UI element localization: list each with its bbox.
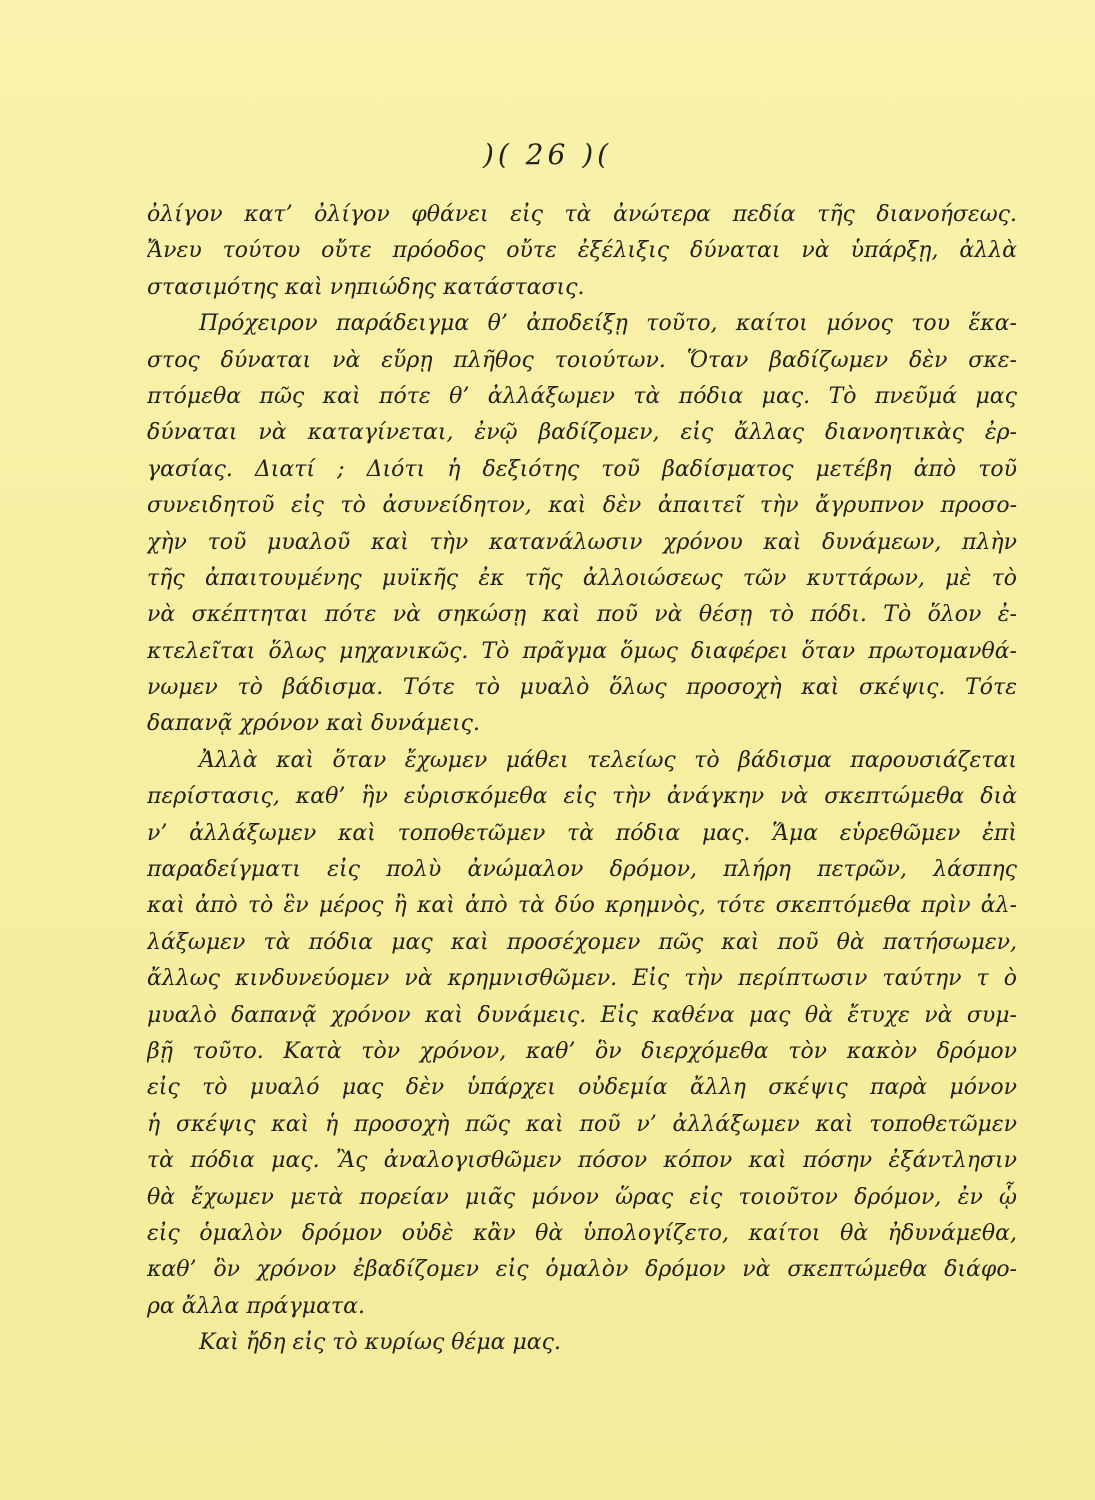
text-line: παραδείγματι εἰς πολὺ ἀνώμαλον δρόμον, πλήρη πετρῶν, λάσπης [147, 857, 1017, 883]
text-line: καθ’ ὃν χρόνον ἐβαδίζομεν εἰς ὁμαλὸν δρόμον νὰ σκεπτώμεθα διάφο- [147, 1257, 1017, 1283]
text-line: εἰς τὸ μυαλό μας δὲν ὑπάρχει οὐδεμία ἄλλη σκέψις παρὰ μόνον [147, 1075, 1017, 1101]
text-line: περίστασις, καθ’ ἣν εὑρισκόμεθα εἰς τὴν ἀνάγκην νὰ σκεπτώμεθα διὰ [147, 784, 1017, 810]
text-line: γασίας. Διατί ; Διότι ἡ δεξιότης τοῦ βαδίσματος μετέβη ἀπὸ τοῦ [147, 456, 1017, 482]
body-text [147, 197, 1017, 1362]
text-line: μυαλὸ δαπανᾷ χρόνον καὶ δυνάμεις. Εἰς καθένα μας θὰ ἔτυχε νὰ συμ- [147, 1002, 1017, 1028]
text-line: θὰ ἔχωμεν μετὰ πορείαν μιᾶς μόνον ὥρας εἰς τοιοῦτον δρόμον, ἐν ᾧ [147, 1184, 1017, 1210]
text-line: στασιμότης καὶ νηπιώδης κατάστασις. [147, 274, 585, 300]
text-line: τῆς ἀπαιτουμένης μυϊκῆς ἐκ τῆς ἀλλοιώσεως τῶν κυττάρων, μὲ τὸ [147, 565, 1017, 591]
text-line: συνειδητοῦ εἰς τὸ ἀσυνείδητον, καὶ δὲν ἀπαιτεῖ τὴν ἄγρυπνον προσο- [147, 493, 1017, 519]
text-line: ἄλλως κινδυνεύομεν νὰ κρημνισθῶμεν. Εἰς τὴν περίπτωσιν ταύτην τ ὸ [147, 966, 1017, 992]
text-line: καὶ ἀπὸ τὸ ἓν μέρος ἢ καὶ ἀπὸ τὰ δύο κρημνὸς, τότε σκεπτόμεθα πρὶν ἀλ- [147, 893, 1017, 919]
text-line: νὰ σκέπτηται πότε νὰ σηκώσῃ καὶ ποῦ νὰ θέσῃ τὸ πόδι. Τὸ ὅλον ἐ- [147, 602, 1017, 628]
text-line: δαπανᾷ χρόνον καὶ δυνάμεις. [147, 711, 480, 737]
text-line: τὰ πόδια μας. Ἂς ἀναλογισθῶμεν πόσον κόπον καὶ πόσην ἐξάντλησιν [147, 1148, 1017, 1174]
text-line: κτελεῖται ὅλως μηχανικῶς. Τὸ πρᾶγμα ὅμως διαφέρει ὅταν πρωτομανθά- [147, 638, 1017, 664]
paragraph-start-line: Ἀλλὰ καὶ ὅταν ἔχωμεν μάθει τελείως τὸ βάδισμα παρουσιάζεται [199, 747, 1017, 773]
text-line: εἰς ὁμαλὸν δρόμον οὐδὲ κἂν θὰ ὑπολογίζετο, καίτοι θὰ ἠδυνάμεθα, [147, 1220, 1017, 1246]
paragraph-start-line: Καὶ ἤδη εἰς τὸ κυρίως θέμα μας. [199, 1330, 561, 1356]
text-line: ρα ἄλλα πράγματα. [147, 1293, 365, 1319]
page-number: )( 26 )( [482, 138, 613, 171]
text-line: ν’ ἀλλάξωμεν καὶ τοποθετῶμεν τὰ πόδια μας. Ἅμα εὑρεθῶμεν ἐπὶ [147, 820, 1017, 846]
text-line: πτόμεθα πῶς καὶ πότε θ’ ἀλλάξωμεν τὰ πόδια μας. Τὸ πνεῦμά μας [147, 383, 1017, 409]
paragraph-start-line: Πρόχειρον παράδειγμα θ’ ἀποδείξῃ τοῦτο, καίτοι μόνος του ἕκα- [199, 311, 1017, 337]
text-line: Ἄνευ τούτου οὔτε πρόοδος οὔτε ἐξέλιξις δύναται νὰ ὑπάρξῃ, ἀλλὰ [147, 238, 1017, 264]
text-line: λάξωμεν τὰ πόδια μας καὶ προσέχομεν πῶς καὶ ποῦ θὰ πατήσωμεν, [147, 929, 1017, 955]
text-line: ἡ σκέψις καὶ ἡ προσοχὴ πῶς καὶ ποῦ ν’ ἀλλάξωμεν καὶ τοποθετῶμεν [147, 1111, 1017, 1137]
text-line: βῇ τοῦτο. Κατὰ τὸν χρόνον, καθ’ ὃν διερχόμεθα τὸν κακὸν δρόμον [147, 1038, 1017, 1064]
text-line: χὴν τοῦ μυαλοῦ καὶ τὴν κατανάλωσιν χρόνου καὶ δυνάμεων, πλὴν [147, 529, 1017, 555]
text-line: δύναται νὰ καταγίνεται, ἐνῷ βαδίζομεν, εἰς ἄλλας διανοητικὰς ἐρ- [147, 420, 1017, 446]
text-line: στος δύναται νὰ εὕρῃ πλῆθος τοιούτων. Ὅταν βαδίζωμεν δὲν σκε- [147, 347, 1017, 373]
text-line: ὀλίγον κατ’ ὀλίγον φθάνει εἰς τὰ ἀνώτερα πεδία τῆς διανοήσεως. [147, 202, 1017, 227]
text-line: νωμεν τὸ βάδισμα. Τότε τὸ μυαλὸ ὅλως προσοχὴ καὶ σκέψις. Τότε [147, 675, 1017, 701]
